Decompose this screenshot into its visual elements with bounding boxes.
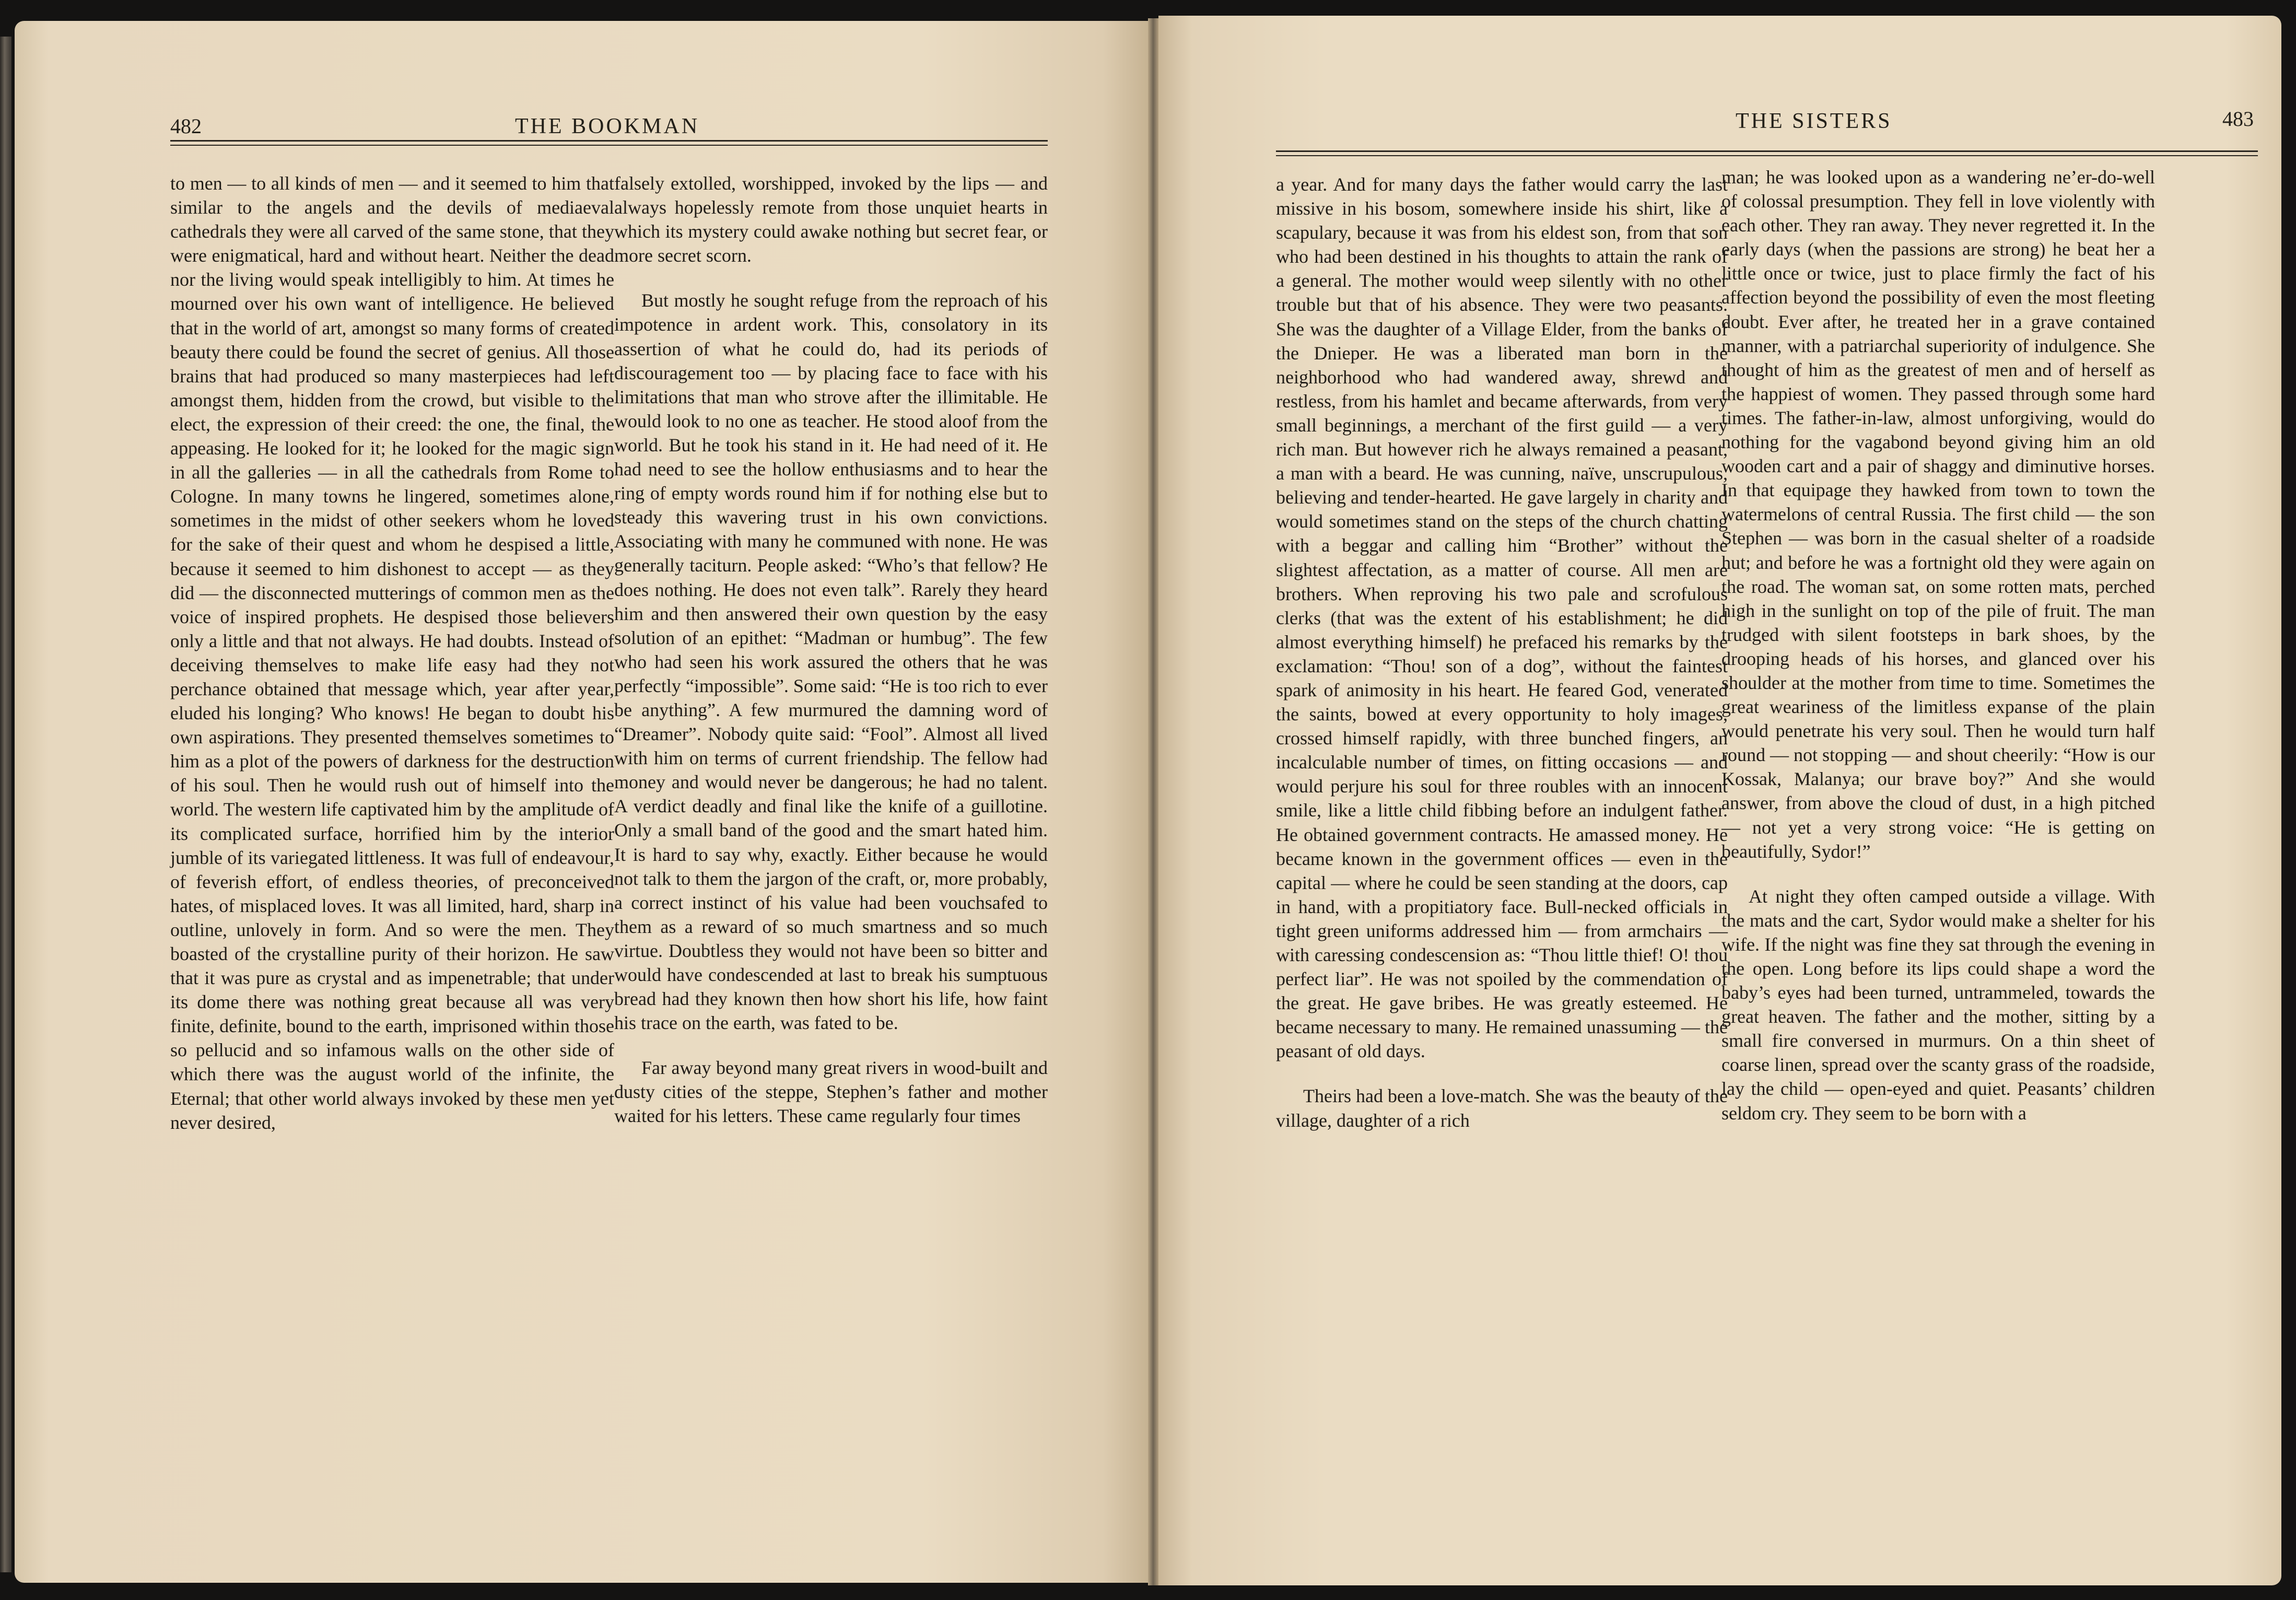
left-page-header: [170, 114, 1053, 156]
book-gutter: [1148, 18, 1158, 1585]
paragraph: Far away beyond many great rivers in wood-built and dusty cities of the steppe, Stephen’s father and mother waited for his letters. These came regularly four times: [614, 1057, 1048, 1127]
paragraph: a year. And for many days the father would carry the last missive in his bosom, somewhere inside his shirt, like a scapulary, because it was from his eldest son, from that son who had been destined in his thoughts to attain the rank of a general. The mother would weep silently with no other trouble but that of his absence. They were two peasants. She was the daughter of a Village Elder, from the banks of the Dnieper. He was a liberated man born in the neighborhood who had wandered away, shrewd and restless, from his hamlet and became afterwards, from very small beginnings, a merchant of the first guild — a very rich man. But however rich he always remained a peasant, a man with a beard. He was cunning, naïve, unscrupulous, believing and tender-hearted. He gave largely in charity and would sometimes stand on the steps of the church chatting with a beggar and calling him “Brother” without the slightest affectation, as a matter of course. All men are brothers. When reproving his two pale and scrofulous clerks (that was the extent of his establishment; he did almost everything himself) he prefaced his remarks by the exclamation: “Thou! son of a dog”, without the faintest spark of animosity in his heart. He feared God, venerated the saints, bowed at every opportunity to holy images, crossed himself rapidly, with three bunched fingers, an incalculable number of times, on fitting occasions — and would perjure his soul for three roubles with an innocent smile, like a little child fibbing before an indulgent father. He obtained government contracts. He amassed money. He became known in the government offices — even in the capital — where he could be seen standing at the doors, cap in hand, with a propitiatory face. Bull-necked officials in tight green uniforms addressed him — from armchairs — with caressing condescension as: “Thou little thief! O! thou perfect liar”. He was not spoiled by the commendation of the great. He gave bribes. He was greatly esteemed. He became necessary to many. He remained unassuming — the peasant of old days.: [1276, 174, 1728, 1062]
right-page: [1158, 16, 2281, 1585]
left-page-number: 482: [170, 114, 202, 138]
right-column-1: [1276, 172, 1728, 1132]
left-header-rule: [170, 140, 1048, 146]
paragraph: falsely extolled, worshipped, invoked by the lips — and always hopelessly remote from those unquiet hearts in which its mystery could awake nothing but secret fear, or more secret scorn.: [614, 173, 1048, 266]
left-column-2: [614, 171, 1048, 1128]
paragraph: Theirs had been a love-match. She was the beauty of the village, daughter of a rich: [1276, 1085, 1728, 1131]
paragraph: But mostly he sought refuge from the reproach of his impotence in ardent work. This, consolatory in its assertion of what he could do, had its periods of discouragement too — by placing face to face with his limitations that man who strove after the illimitable. He would look to no one as teacher. He stood aloof from the world. But he took his stand in it. He had need of it. He had need to see the hollow enthusiasms and to hear the ring of empty words round him if for nothing else but to steady this wavering trust in his own convictions. Associating with many he communed with none. He was generally taciturn. People asked: “Who’s that fellow? He does nothing. He does not even talk”. Rarely they heard him and then answered their own question by the easy solution of an epithet: “Madman or humbug”. The few who had seen his work assured the others that he was perfectly “impossible”. Some said: “He is too rich to ever be anything”. A few murmured the damning word of “Dreamer”. Nobody quite said: “Fool”. Almost all lived with him on terms of current friendship. The fellow had money and would never be dangerous; he had no talent. A verdict deadly and final like the knife of a guillotine. Only a small band of the good and the smart hated him. It is hard to say why, exactly. Either because he would not talk to them the jargon of the craft, or, more probably, a correct instinct of his value had been vouchsafed to them as a reward of so much smartness and so much virtue. Doubtless they would not have been so bitter and would have condescended at last to break his sumptuous bread had they known then how short his life, how faint his trace on the earth, was fated to be.: [614, 290, 1048, 1034]
right-column-2: [1721, 165, 2155, 1125]
book-edge: [0, 37, 11, 1572]
paragraph: man; he was looked upon as a wandering ne’er-do-well of colossal presumption. They fell in love violently with each other. They ran away. They never regretted it. In the early days (when the passions are strong) he beat her a little once or twice, just to place firmly the fact of his affection beyond the possibility of even the most fleeting doubt. Ever after, he treated her in a grave contained manner, with a patriarchal superiority of indulgence. She thought of him as the greatest of men and of herself as the happiest of women. They passed through some hard times. The father-in-law, almost unforgiving, would do nothing for the vagabond beyond giving him an old wooden cart and a pair of shaggy and diminutive horses. In that equipage they hawked from town to town the watermelons of central Russia. The first child — the son Stephen — was born in the casual shelter of a roadside hut; and before he was a fortnight old they were again on the road. The woman sat, on some rotten mats, perched high in the sunlight on top of the pile of fruit. The man trudged with silent footsteps in bark shoes, by the drooping heads of his horses, and glanced over his shoulder at the mother from time to time. Sometimes the great weariness of the limitless expanse of the plain would penetrate his very soul. Then he would turn half round — not stopping — and shout cheerily: “How is our Kossak, Malanya; our brave boy?” And she would answer, from above the cloud of dust, in a high pitched — not yet a very strong voice: “He is getting on beautifully, Sydor!”: [1721, 167, 2155, 862]
left-running-head: THE BOOKMAN: [515, 114, 700, 138]
left-page: [15, 21, 1148, 1583]
right-page-number: 483: [2222, 107, 2254, 131]
paragraph: to men — to all kinds of men — and it seemed to him that similar to the angels and the devils of mediaeval cathedrals they were all carved of the same stone, that they were enigmatical, hard and without heart. Neither the dead nor the living would speak intelligibly to him. At times he mourned over his own want of intelligence. He believed that in the world of art, amongst so many forms of created beauty there could be found the secret of genius. All those brains that had produced so many masterpieces had left amongst them, hidden from the crowd, but visible to the elect, the expression of their creed: the one, the final, the appeasing. He looked for it; he looked for the magic sign in all the galleries — in all the cathedrals from Rome to Cologne. In many towns he lingered, sometimes alone, sometimes in the midst of other seekers whom he loved for the sake of their quest and whom he despised a little, because it seemed to him dishonest to accept — as they did — the disconnected mutterings of common men as the voice of inspired prophets. He despised those believers only a little and that not always. He had doubts. Instead of deceiving themselves to make life easy had they not perchance obtained that message which, year after year, eluded his longing? Who knows! He began to doubt his own aspirations. They presented themselves sometimes to him as a plot of the powers of darkness for the destruction of his soul. Then he would rush out of himself into the world. The western life captivated him by the amplitude of its complicated surface, horrified him by the interior jumble of its variegated littleness. It was full of endeavour, of feverish effort, of endless theories, of preconceived hates, of misplaced loves. It was all limited, hard, sharp in outline, unlovely in form. And so were the men. They boasted of the crystalline purity of their horizon. He saw that it was pure as crystal and as impenetrable; that under its dome there was nothing great because all was very finite, definite, bound to the earth, imprisoned within those so pellucid and so infamous walls on the other side of which there was the august world of the infinite, the Eternal; that other world always invoked by these men yet never desired,: [170, 173, 614, 1133]
left-column-1: [170, 171, 614, 1135]
right-header-rule: [1276, 150, 2258, 156]
right-running-head: THE SISTERS: [1736, 109, 1892, 133]
paragraph: At night they often camped outside a village. With the mats and the cart, Sydor would make a shelter for his wife. If the night was fine they sat through the evening in the open. Long before its lips could shape a word the baby’s eyes had been turned, untrammeled, towards the great heaven. The father and the mother, sitting by a small fire conversed in murmurs. On a thin sheet of coarse linen, spread over the scanty grass of the roadside, lay the child — open-eyed and quiet. Peasants’ children seldom cry. They seem to be born with a: [1721, 885, 2155, 1124]
right-page-header: [1276, 109, 2276, 150]
